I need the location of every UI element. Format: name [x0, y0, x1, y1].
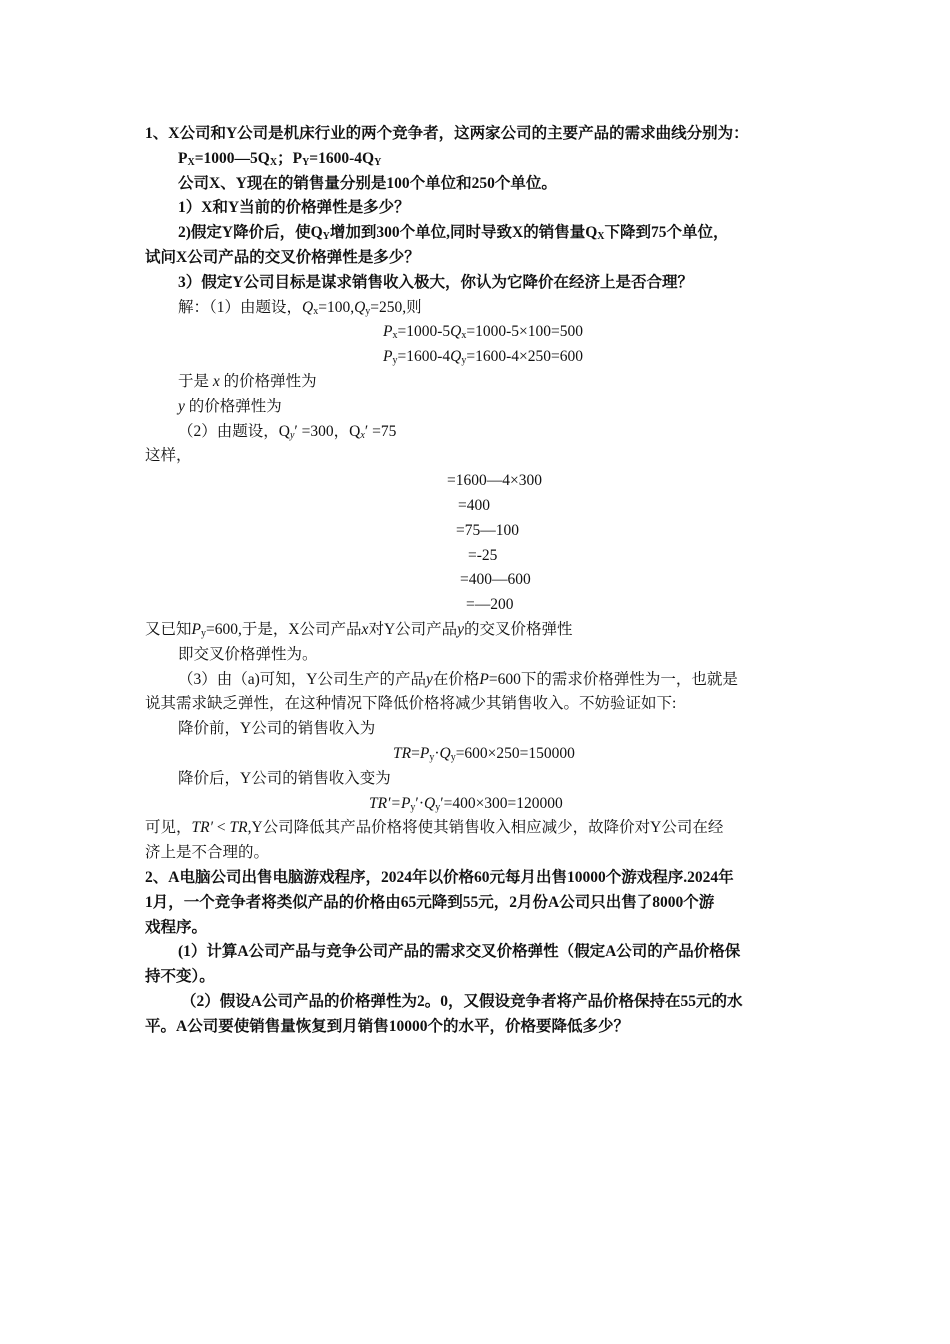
part2-given: （2）由题设，$Q_y' =300$，$Q_x' =75$ — [178, 422, 397, 441]
calc-2: =400 — [458, 496, 490, 514]
calc-6: =—200 — [466, 596, 514, 614]
tr-before: $TR=P_y\cdot Q_y=600\times 250=150000$ — [393, 744, 575, 763]
calc-4: =-25 — [468, 546, 498, 564]
calc-5: =400—600 — [460, 571, 531, 589]
conclusion-1: 可见，TR′ < TR,Y公司降低其产品价格将使其销售收入相应减少，故降价对Y公司在经 — [145, 819, 724, 837]
part3-line2: 说其需求缺乏弹性，在这种情况下降低价格将减少其销售收入。不妨验证如下: — [145, 695, 677, 713]
tr-after: $TR'=P_y'\cdot Q_y'=400\times 300=120000$ — [369, 794, 563, 813]
q2-line1: 2、A电脑公司出售电脑游戏程序，2024年以价格60元每月出售10000个游戏程序.2024年 — [145, 868, 734, 886]
calc-1: =1600—4×300 — [447, 472, 542, 490]
calc-3: =75—100 — [456, 521, 519, 539]
after-cut: 降价后，Y公司的销售收入变为 — [178, 769, 391, 787]
x-elasticity: 于是 x 的价格弹性为 — [178, 372, 317, 390]
known-py: 又已知$P_y=600$,于是，X公司产品x对Y公司产品y的交叉价格弹性 — [145, 620, 573, 639]
q2-line3: 戏程序。 — [145, 918, 208, 936]
q1-part1: 1）X和Y当前的价格弹性是多少？ — [178, 199, 410, 217]
q2-sub2-a: （2）假设A公司产品的价格弹性为2。0，又假设竞争者将产品价格保持在55元的水 — [181, 992, 743, 1010]
solution-intro: 解：（1）由题设，$Q_x=100,Q_y=250$,则 — [178, 298, 422, 317]
demand-curves: $P_X=1000—5Q_X$；$P_Y=1600-4Q_Y$ — [178, 149, 382, 168]
q1-part3: 3）假定Y公司目标是谋求销售收入极大，你认为它降价在经济上是否合理？ — [178, 273, 693, 291]
q2-sub1-a: (1）计算A公司产品与竞争公司产品的需求交叉价格弹性（假定A公司的产品价格保 — [178, 943, 741, 961]
q2-sub2-b: 平。A公司要使销售量恢复到月销售10000个的水平，价格要降低多少？ — [145, 1017, 629, 1035]
cross-elasticity: 即交叉价格弹性为。 — [178, 645, 318, 663]
q1-part2: 2)假定Y降价后，使$Q_Y$增加到300个单位,同时导致X的销售量$Q_X$下降到75个单位， — [178, 224, 729, 243]
document-page — [145, 122, 810, 1039]
q1-part2-cont: 试问X公司产品的交叉价格弹性是多少？ — [145, 248, 420, 266]
q2-line2: 1月，一个竞争者将类似产品的价格由65元降到55元，2月份A公司只出售了8000个游 — [145, 893, 715, 911]
part3-line1: （3）由（a)可知，Y公司生产的产品y在价格P=600下的需求价格弹性为一，也就是 — [178, 670, 738, 688]
y-elasticity: y 的价格弹性为 — [178, 397, 282, 415]
zheyang: 这样， — [145, 447, 192, 465]
conclusion-2: 济上是不合理的。 — [145, 844, 270, 862]
q1-title: 1、X公司和Y公司是机床行业的两个竞争者，这两家公司的主要产品的需求曲线分别为： — [145, 125, 749, 142]
before-cut: 降价前，Y公司的销售收入为 — [178, 720, 376, 738]
sales-volume: 公司X、Y现在的销售量分别是100个单位和250个单位。 — [178, 174, 557, 192]
q2-sub1-b: 持不变）。 — [145, 968, 215, 986]
px-equation: $P_x=1000-5Q_x=1000-5\times 100=500$ — [383, 323, 583, 342]
py-equation: $P_y=1600-4Q_y=1600-4\times 250=600$ — [383, 348, 583, 367]
